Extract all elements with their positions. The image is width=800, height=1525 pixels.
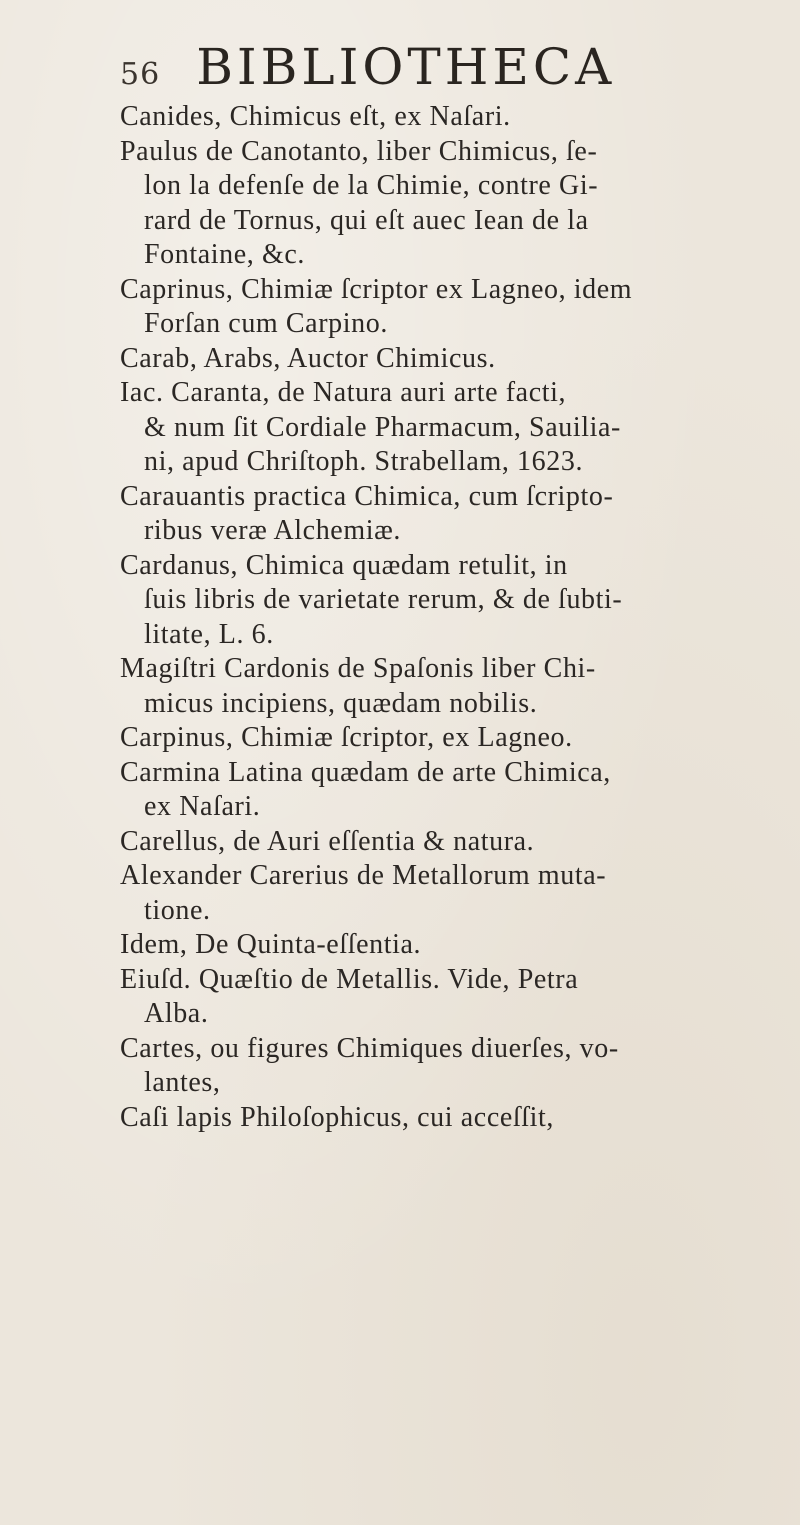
entry-continuation-line: Alba. xyxy=(144,998,209,1029)
entry-line: Carmina Latina quædam de arte Chimica, xyxy=(120,756,611,788)
entry-continuation-line: & num ſit Cordiale Pharmacum, Sauilia- xyxy=(144,411,621,443)
entry-line: Canides, Chimicus eſt, ex Naſari. xyxy=(120,101,511,132)
entry-line: Carauantis practica Chimica, cum ſcripto- xyxy=(120,480,614,512)
entry-continuation-line: ſuis libris de varietate rerum, & de ſubti- xyxy=(144,584,623,615)
entry-line: Magiſtri Cardonis de Spaſonis liber Chi- xyxy=(120,653,596,684)
running-title: BIBLIOTHECA xyxy=(196,38,616,96)
entry-continuation-line: ni, apud Chriſtoph. Strabellam, 1623. xyxy=(144,446,584,477)
entry-line: Iac. Caranta, de Natura auri arte facti, xyxy=(120,377,567,408)
entry-line: Paulus de Canotanto, liber Chimicus, ſe- xyxy=(120,135,598,167)
entry-continuation-line: lantes, xyxy=(144,1067,221,1098)
entry-line: Cardanus, Chimica quædam retulit, in xyxy=(120,549,568,581)
entry-line: Carpinus, Chimiæ ſcriptor, ex Lagneo. xyxy=(120,722,573,753)
entry-line: Idem, De Quinta-eſſentia. xyxy=(120,929,422,960)
entry-continuation-line: tione. xyxy=(144,894,211,926)
entry-continuation-line: ex Naſari. xyxy=(144,791,261,822)
entry-continuation-line: micus incipiens, quædam nobilis. xyxy=(144,687,538,719)
catalog-entries xyxy=(120,100,780,1135)
entry-continuation-line: rard de Tornus, qui eſt auec Iean de la xyxy=(144,204,589,236)
page-header xyxy=(120,38,615,98)
entry-line: Carellus, de Auri eſſentia & natura. xyxy=(120,825,535,857)
entry-continuation-line: litate, L. 6. xyxy=(144,618,274,650)
entry-continuation-line: ribus veræ Alchemiæ. xyxy=(144,515,401,546)
entry-line: Caſi lapis Philoſophicus, cui acceſſit, xyxy=(120,1101,554,1133)
entry-line: Cartes, ou figures Chimiques diuerſes, vo- xyxy=(120,1032,619,1064)
entry-continuation-line: Fontaine, &c. xyxy=(144,239,305,270)
entry-continuation-line: lon la defenſe de la Chimie, contre Gi- xyxy=(144,170,599,201)
entry-line: Caprinus, Chimiæ ſcriptor ex Lagneo, idem xyxy=(120,273,633,305)
entry-continuation-line: Forſan cum Carpino. xyxy=(144,308,388,339)
page-number: 56 xyxy=(120,57,161,92)
entry-line: Alexander Carerius de Metallorum muta- xyxy=(120,860,607,891)
entry-line: Eiuſd. Quæſtio de Metallis. Vide, Petra xyxy=(120,963,579,995)
entry-line: Carab, Arabs, Auctor Chimicus. xyxy=(120,342,496,374)
